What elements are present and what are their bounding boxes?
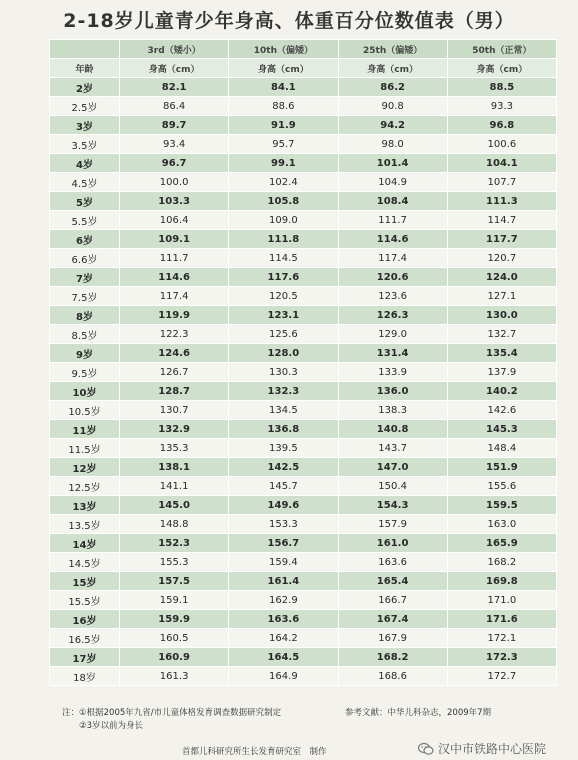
table-row xyxy=(50,116,557,135)
height-cell: 167.4 xyxy=(338,610,447,629)
height-cell: 89.7 xyxy=(120,116,229,135)
table-row xyxy=(50,515,557,534)
height-cell: 100.0 xyxy=(120,173,229,192)
height-cell: 111.3 xyxy=(447,192,556,211)
height-cell: 126.3 xyxy=(338,306,447,325)
height-cell: 142.5 xyxy=(229,458,338,477)
height-cell: 159.5 xyxy=(447,496,556,515)
table-row xyxy=(50,458,557,477)
height-cell: 109.0 xyxy=(229,211,338,230)
height-cell: 162.9 xyxy=(229,591,338,610)
age-cell: 11岁 xyxy=(50,420,120,439)
notes-label: 注： xyxy=(62,708,80,718)
age-cell: 9.5岁 xyxy=(50,363,120,382)
height-cell: 155.3 xyxy=(120,553,229,572)
age-cell: 18岁 xyxy=(50,667,120,686)
table-row xyxy=(50,667,557,686)
column-subheader: 身高（cm） xyxy=(120,59,229,78)
age-cell: 16.5岁 xyxy=(50,629,120,648)
height-cell: 153.3 xyxy=(229,515,338,534)
column-header xyxy=(50,40,120,59)
reference-text: 参考文献：中华儿科杂志，2009年7期 xyxy=(345,708,492,718)
height-cell: 131.4 xyxy=(338,344,447,363)
table-row xyxy=(50,192,557,211)
height-cell: 120.6 xyxy=(338,268,447,287)
height-cell: 103.3 xyxy=(120,192,229,211)
height-cell: 159.9 xyxy=(120,610,229,629)
height-cell: 86.4 xyxy=(120,97,229,116)
height-cell: 107.7 xyxy=(447,173,556,192)
height-cell: 111.7 xyxy=(338,211,447,230)
table-row xyxy=(50,249,557,268)
height-cell: 99.1 xyxy=(229,154,338,173)
height-cell: 101.4 xyxy=(338,154,447,173)
height-cell: 114.7 xyxy=(447,211,556,230)
footer-credit: 首都儿科研究所生长发育研究室 制作 xyxy=(182,747,327,757)
column-subheader: 身高（cm） xyxy=(447,59,556,78)
column-subheader: 身高（cm） xyxy=(338,59,447,78)
height-cell: 136.8 xyxy=(229,420,338,439)
height-cell: 137.9 xyxy=(447,363,556,382)
height-cell: 149.6 xyxy=(229,496,338,515)
table-row xyxy=(50,591,557,610)
table-row xyxy=(50,572,557,591)
table-row xyxy=(50,420,557,439)
age-cell: 13.5岁 xyxy=(50,515,120,534)
height-cell: 169.8 xyxy=(447,572,556,591)
age-cell: 11.5岁 xyxy=(50,439,120,458)
table-row xyxy=(50,306,557,325)
height-cell: 114.5 xyxy=(229,249,338,268)
height-cell: 84.1 xyxy=(229,78,338,97)
age-cell: 16岁 xyxy=(50,610,120,629)
height-cell: 105.8 xyxy=(229,192,338,211)
table-row xyxy=(50,382,557,401)
height-cell: 155.6 xyxy=(447,477,556,496)
height-cell: 132.7 xyxy=(447,325,556,344)
height-cell: 132.3 xyxy=(229,382,338,401)
table-row xyxy=(50,211,557,230)
height-cell: 120.7 xyxy=(447,249,556,268)
height-cell: 163.6 xyxy=(229,610,338,629)
height-cell: 157.9 xyxy=(338,515,447,534)
height-cell: 122.3 xyxy=(120,325,229,344)
height-cell: 96.8 xyxy=(447,116,556,135)
table-subheader-row xyxy=(50,59,557,78)
height-cell: 168.2 xyxy=(338,648,447,667)
table-header-row xyxy=(50,40,557,59)
age-cell: 10.5岁 xyxy=(50,401,120,420)
table-row xyxy=(50,97,557,116)
height-cell: 160.5 xyxy=(120,629,229,648)
table-row xyxy=(50,287,557,306)
table-row xyxy=(50,173,557,192)
height-cell: 135.3 xyxy=(120,439,229,458)
height-cell: 124.0 xyxy=(447,268,556,287)
height-cell: 154.3 xyxy=(338,496,447,515)
height-cell: 161.3 xyxy=(120,667,229,686)
height-cell: 171.6 xyxy=(447,610,556,629)
height-cell: 142.6 xyxy=(447,401,556,420)
height-cell: 109.1 xyxy=(120,230,229,249)
height-cell: 138.3 xyxy=(338,401,447,420)
height-cell: 145.3 xyxy=(447,420,556,439)
height-cell: 102.4 xyxy=(229,173,338,192)
table-row xyxy=(50,230,557,249)
height-cell: 163.0 xyxy=(447,515,556,534)
height-cell: 93.3 xyxy=(447,97,556,116)
age-cell: 15.5岁 xyxy=(50,591,120,610)
height-cell: 172.1 xyxy=(447,629,556,648)
page-title: 2-18岁儿童青少年身高、体重百分位数值表（男） xyxy=(63,10,515,32)
height-cell: 140.8 xyxy=(338,420,447,439)
height-cell: 140.2 xyxy=(447,382,556,401)
table-row xyxy=(50,401,557,420)
age-cell: 6.6岁 xyxy=(50,249,120,268)
table-row xyxy=(50,268,557,287)
column-header: 3rd（矮小） xyxy=(120,40,229,59)
age-cell: 2.5岁 xyxy=(50,97,120,116)
height-cell: 143.7 xyxy=(338,439,447,458)
height-cell: 168.6 xyxy=(338,667,447,686)
height-cell: 86.2 xyxy=(338,78,447,97)
height-cell: 123.1 xyxy=(229,306,338,325)
percentile-table xyxy=(49,39,557,686)
column-subheader: 身高（cm） xyxy=(229,59,338,78)
height-cell: 93.4 xyxy=(120,135,229,154)
height-cell: 111.8 xyxy=(229,230,338,249)
height-cell: 117.6 xyxy=(229,268,338,287)
height-cell: 168.2 xyxy=(447,553,556,572)
age-cell: 4岁 xyxy=(50,154,120,173)
height-cell: 148.8 xyxy=(120,515,229,534)
note-line-2: ②3岁以前为身长 xyxy=(79,721,144,731)
height-cell: 114.6 xyxy=(338,230,447,249)
height-cell: 145.7 xyxy=(229,477,338,496)
height-cell: 139.5 xyxy=(229,439,338,458)
age-cell: 9岁 xyxy=(50,344,120,363)
height-cell: 148.4 xyxy=(447,439,556,458)
height-cell: 136.0 xyxy=(338,382,447,401)
notes xyxy=(62,707,492,733)
height-cell: 172.3 xyxy=(447,648,556,667)
height-cell: 98.0 xyxy=(338,135,447,154)
height-cell: 117.7 xyxy=(447,230,556,249)
table-row xyxy=(50,629,557,648)
height-cell: 133.9 xyxy=(338,363,447,382)
height-cell: 138.1 xyxy=(120,458,229,477)
age-cell: 4.5岁 xyxy=(50,173,120,192)
age-cell: 5.5岁 xyxy=(50,211,120,230)
height-cell: 88.6 xyxy=(229,97,338,116)
height-cell: 150.4 xyxy=(338,477,447,496)
height-cell: 125.6 xyxy=(229,325,338,344)
height-cell: 147.0 xyxy=(338,458,447,477)
height-cell: 152.3 xyxy=(120,534,229,553)
age-cell: 7岁 xyxy=(50,268,120,287)
table-row xyxy=(50,135,557,154)
note-line-1: ①根据2005年九省/市儿童体格发育调查数据研究制定 xyxy=(79,708,282,718)
height-cell: 141.1 xyxy=(120,477,229,496)
height-cell: 111.7 xyxy=(120,249,229,268)
column-header: 10th（偏矮） xyxy=(229,40,338,59)
height-cell: 159.4 xyxy=(229,553,338,572)
age-cell: 13岁 xyxy=(50,496,120,515)
watermark xyxy=(418,740,546,757)
height-cell: 82.1 xyxy=(120,78,229,97)
height-cell: 132.9 xyxy=(120,420,229,439)
table-row xyxy=(50,610,557,629)
age-cell: 14.5岁 xyxy=(50,553,120,572)
height-cell: 96.7 xyxy=(120,154,229,173)
height-cell: 127.1 xyxy=(447,287,556,306)
height-cell: 129.0 xyxy=(338,325,447,344)
height-cell: 123.6 xyxy=(338,287,447,306)
height-cell: 120.5 xyxy=(229,287,338,306)
height-cell: 114.6 xyxy=(120,268,229,287)
wechat-channel-icon xyxy=(418,742,434,756)
height-cell: 172.7 xyxy=(447,667,556,686)
height-cell: 106.4 xyxy=(120,211,229,230)
age-cell: 12.5岁 xyxy=(50,477,120,496)
age-cell: 6岁 xyxy=(50,230,120,249)
height-cell: 126.7 xyxy=(120,363,229,382)
age-cell: 3.5岁 xyxy=(50,135,120,154)
column-header: 25th（偏矮） xyxy=(338,40,447,59)
table-row xyxy=(50,648,557,667)
age-cell: 5岁 xyxy=(50,192,120,211)
table-row xyxy=(50,553,557,572)
table-row xyxy=(50,344,557,363)
age-cell: 8.5岁 xyxy=(50,325,120,344)
height-cell: 156.7 xyxy=(229,534,338,553)
height-cell: 119.9 xyxy=(120,306,229,325)
height-cell: 164.2 xyxy=(229,629,338,648)
height-cell: 104.1 xyxy=(447,154,556,173)
height-cell: 171.0 xyxy=(447,591,556,610)
table-row xyxy=(50,477,557,496)
table-row xyxy=(50,325,557,344)
column-subheader: 年龄 xyxy=(50,59,120,78)
height-cell: 161.4 xyxy=(229,572,338,591)
height-cell: 161.0 xyxy=(338,534,447,553)
watermark-text: 汉中市铁路中心医院 xyxy=(438,742,547,756)
height-cell: 157.5 xyxy=(120,572,229,591)
height-cell: 100.6 xyxy=(447,135,556,154)
height-cell: 145.0 xyxy=(120,496,229,515)
height-cell: 91.9 xyxy=(229,116,338,135)
height-cell: 128.7 xyxy=(120,382,229,401)
height-cell: 124.6 xyxy=(120,344,229,363)
age-cell: 17岁 xyxy=(50,648,120,667)
height-cell: 135.4 xyxy=(447,344,556,363)
height-cell: 164.9 xyxy=(229,667,338,686)
table-row xyxy=(50,78,557,97)
height-cell: 163.6 xyxy=(338,553,447,572)
age-cell: 8岁 xyxy=(50,306,120,325)
age-cell: 14岁 xyxy=(50,534,120,553)
height-cell: 130.3 xyxy=(229,363,338,382)
age-cell: 15岁 xyxy=(50,572,120,591)
height-cell: 95.7 xyxy=(229,135,338,154)
height-cell: 165.4 xyxy=(338,572,447,591)
height-cell: 160.9 xyxy=(120,648,229,667)
height-cell: 108.4 xyxy=(338,192,447,211)
age-cell: 7.5岁 xyxy=(50,287,120,306)
age-cell: 2岁 xyxy=(50,78,120,97)
age-cell: 10岁 xyxy=(50,382,120,401)
height-cell: 151.9 xyxy=(447,458,556,477)
height-cell: 130.0 xyxy=(447,306,556,325)
height-cell: 90.8 xyxy=(338,97,447,116)
table-row xyxy=(50,439,557,458)
column-header: 50th（正常） xyxy=(447,40,556,59)
height-cell: 164.5 xyxy=(229,648,338,667)
height-cell: 104.9 xyxy=(338,173,447,192)
height-cell: 117.4 xyxy=(338,249,447,268)
table-row xyxy=(50,496,557,515)
height-cell: 117.4 xyxy=(120,287,229,306)
height-cell: 165.9 xyxy=(447,534,556,553)
age-cell: 12岁 xyxy=(50,458,120,477)
table-row xyxy=(50,363,557,382)
height-cell: 166.7 xyxy=(338,591,447,610)
table-row xyxy=(50,154,557,173)
height-cell: 94.2 xyxy=(338,116,447,135)
height-cell: 128.0 xyxy=(229,344,338,363)
height-cell: 134.5 xyxy=(229,401,338,420)
table-row xyxy=(50,534,557,553)
height-cell: 88.5 xyxy=(447,78,556,97)
age-cell: 3岁 xyxy=(50,116,120,135)
height-cell: 159.1 xyxy=(120,591,229,610)
height-cell: 130.7 xyxy=(120,401,229,420)
height-cell: 167.9 xyxy=(338,629,447,648)
